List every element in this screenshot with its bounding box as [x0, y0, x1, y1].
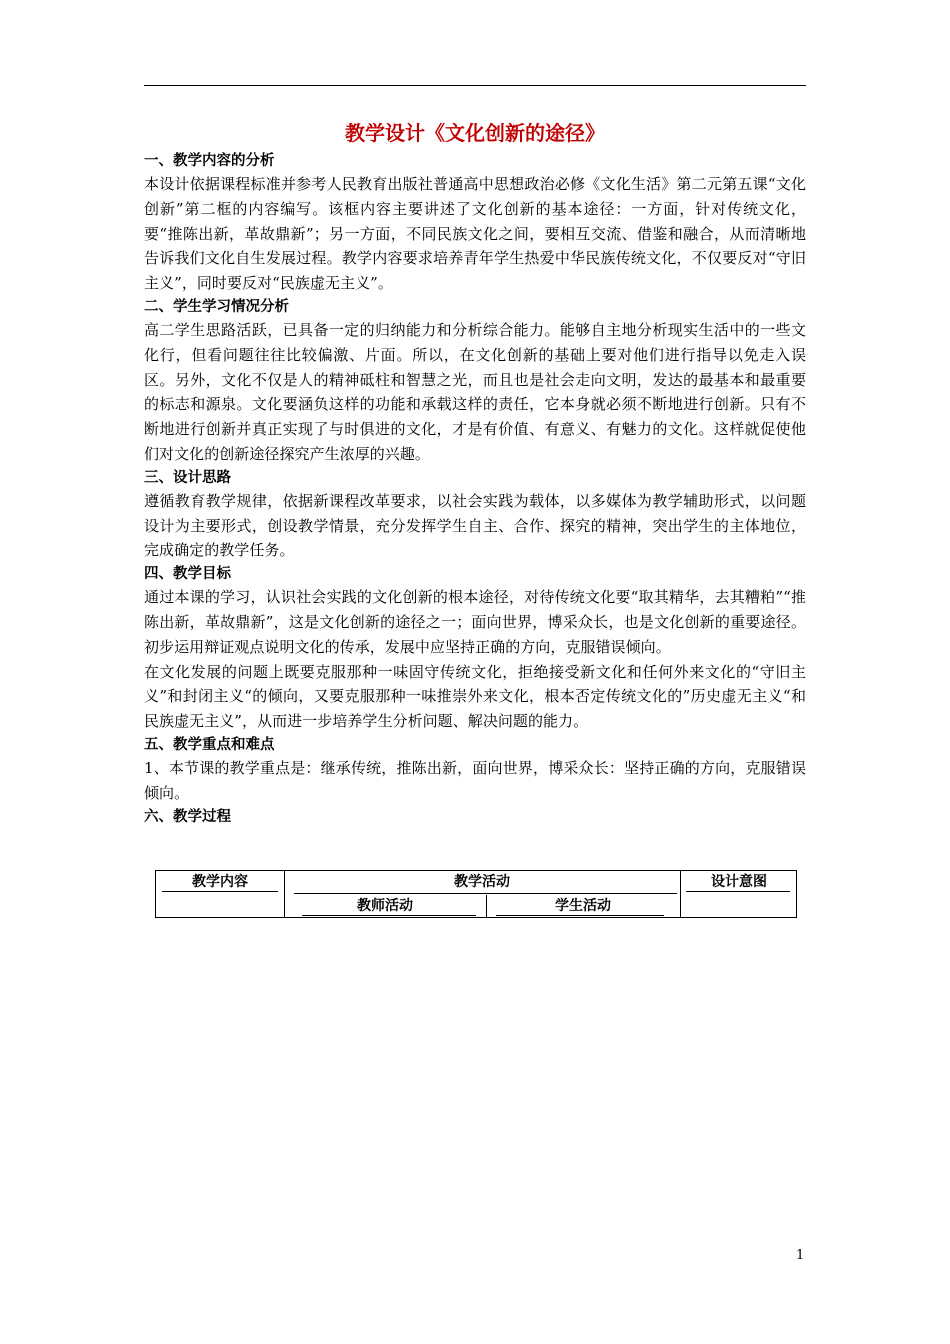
header-underline	[686, 891, 790, 892]
header-design-intent: 设计意图	[711, 874, 767, 890]
section-5-paragraph: 1、本节课的教学重点是：继承传统，推陈出新，面向世界，博采众长：坚持正确的方向，克服错误倾向。	[144, 758, 806, 802]
section-1-paragraph: 本设计依据课程标准并参考人民教育出版社普通高中思想政治必修《文化生活》第二元第五课“文化创新”第二框的内容编写。该框内容主要讲述了文化创新的基本途径：一方面，针对传统文化，要“推陈出新，革故鼎新”；另一方面，不同民族文化之间，要相互交流、借鉴和融合，从而清晰地告诉我们文化自生发展过程。教学内容要求培养青年学生热爱中华民族传统文化，不仅要反对“守旧主义”，同时要反对“民族虚无主义”。	[144, 175, 806, 293]
teaching-process-table	[155, 870, 797, 918]
header-rule	[144, 85, 806, 86]
page-number: 1	[796, 1248, 805, 1263]
header-underline	[162, 891, 278, 892]
table-subrule	[294, 893, 677, 894]
header-student-activity: 学生活动	[555, 898, 611, 914]
section-heading-2: 二、学生学习情况分析	[144, 298, 289, 315]
section-3-paragraph: 遵循教育教学规律，依据新课程改革要求，以社会实践为载体，以多媒体为教学辅助形式，以问题设计为主要形式，创设教学情景，充分发挥学生自主、合作、探究的精神，突出学生的主体地位，完成确定的教学任务。	[144, 491, 806, 560]
section-heading-5: 五、教学重点和难点	[144, 736, 275, 753]
header-underline	[302, 915, 476, 916]
section-heading-1: 一、教学内容的分析	[144, 153, 275, 169]
document-title: 教学设计《文化创新的途径》	[345, 121, 605, 145]
header-underline	[496, 915, 664, 916]
section-heading-3: 三、设计思路	[144, 469, 231, 486]
section-heading-4: 四、教学目标	[144, 566, 231, 583]
section-4-paragraph-1: 通过本课的学习，认识社会实践的文化创新的根本途径，对待传统文化要“取其精华，去其糟粕”“推陈出新，革故鼎新”，这是文化创新的途径之一；面向世界，博采众长，也是文化创新的重要途径。初步运用辩证观点说明文化的传承，发展中应坚持正确的方向，克服错误倾向。	[144, 588, 806, 656]
header-teacher-activity: 教师活动	[357, 898, 413, 914]
header-teaching-activity: 教学活动	[454, 874, 510, 890]
section-2-paragraph: 高二学生思路活跃，已具备一定的归纳能力和分析综合能力。能够自主地分析现实生活中的一些文化行，但看问题往往比较偏激、片面。所以，在文化创新的基础上要对他们进行指导以免走入误区。另外，文化不仅是人的精神砥柱和智慧之光，而且也是社会走向文明，发达的最基本和最重要的标志和源泉。文化要涵负这样的功能和承载这样的责任，它本身就必须不断地进行创新。只有不断地进行创新并真正实现了与时俱进的文化，才是有价值、有意义、有魅力的文化。这样就促使他们对文化的创新途径探究产生浓厚的兴趣。	[144, 320, 806, 463]
document-body	[144, 118, 806, 828]
section-heading-6: 六、教学过程	[144, 808, 231, 825]
header-teaching-content: 教学内容	[192, 874, 248, 890]
section-4-paragraph-2: 在文化发展的问题上既要克服那种一味固守传统文化，拒绝接受新文化和任何外来文化的“守旧主义”和封闭主义“的倾向，又要克服那种一味推崇外来文化，根本否定传统文化的”历史虚无主义“和民族虚无主义”，从而进一步培养学生分析问题、解决问题的能力。	[144, 662, 806, 731]
